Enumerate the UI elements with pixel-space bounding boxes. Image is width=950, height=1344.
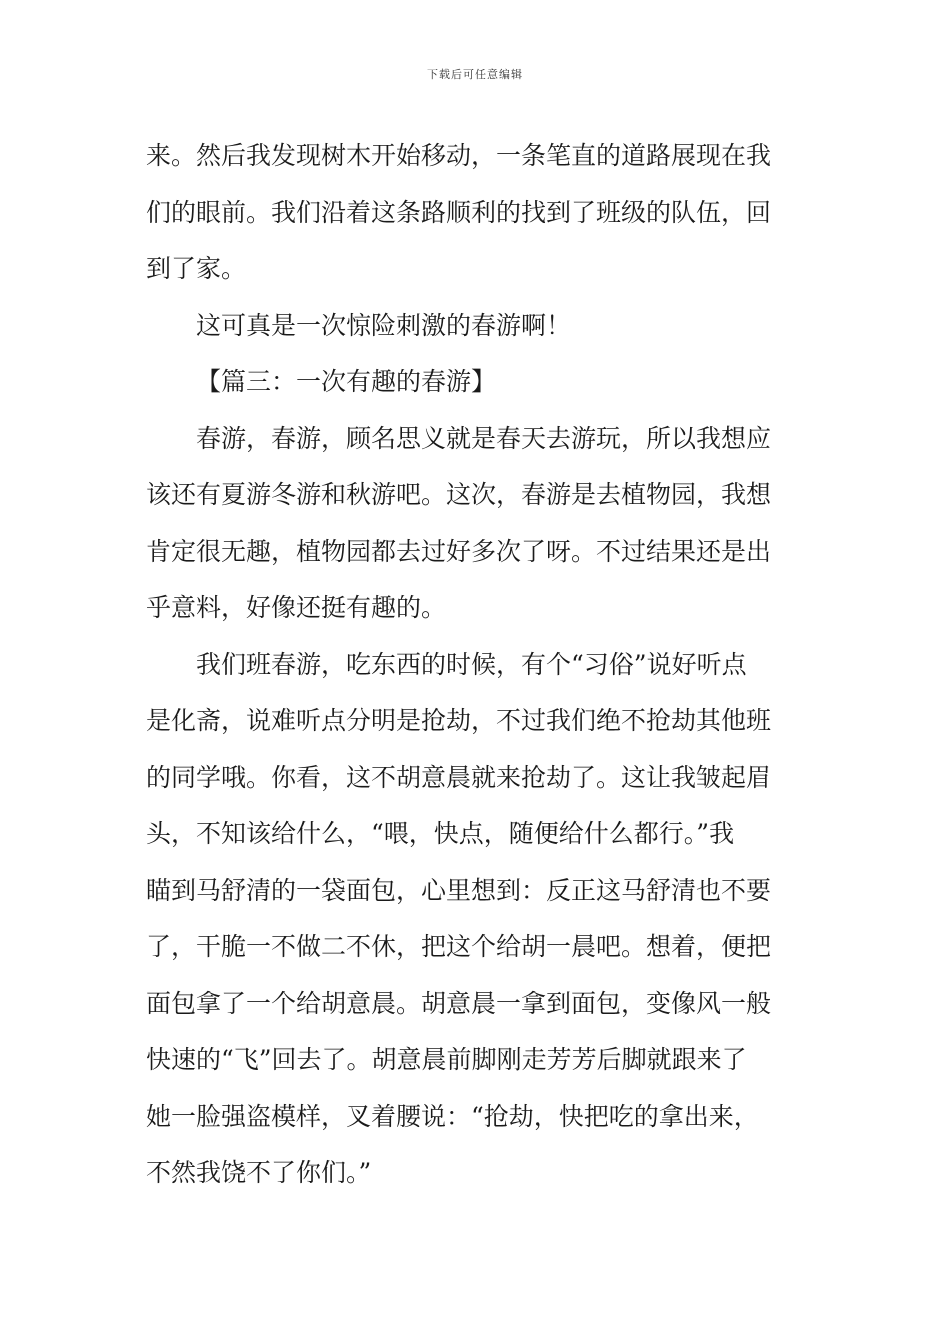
text-line: 们的眼前。我们沿着这条路顺利的找到了班级的队伍，回	[146, 197, 772, 227]
text-line: 的同学哦。你看，这不胡意晨就来抢劫了。这让我皱起眉	[146, 762, 772, 792]
section-heading: 【篇三：一次有趣的春游】	[196, 367, 497, 396]
paragraph-first-line: 春游，春游，顾名思义就是春天去游玩，所以我想应	[196, 423, 772, 453]
text-line: 是化斋，说难听点分明是抢劫，不过我们绝不抢劫其他班	[146, 706, 772, 735]
page-header: 下载后可任意编辑	[427, 68, 523, 81]
text-line: 面包拿了一个给胡意晨。胡意晨一拿到面包，变像风一般	[146, 988, 772, 1018]
text-line: 该还有夏游冬游和秋游吧。这次，春游是去植物园，我想	[146, 480, 772, 509]
text-line: 了，干脆一不做二不休，把这个给胡一晨吧。想着，便把	[146, 932, 772, 961]
text-line: 头，不知该给什么，“喂，快点，随便给什么都行。”我	[146, 819, 735, 848]
text-line: 快速的“飞”回去了。胡意晨前脚刚走芳芳后脚就跟来了	[146, 1045, 747, 1074]
text-line: 乎意料，好像还挺有趣的。	[146, 593, 447, 622]
text-line: 来。然后我发现树木开始移动，一条笔直的道路展现在我	[146, 141, 772, 170]
document-body	[146, 128, 806, 1202]
text-line: 她一脸强盗模样，叉着腰说：“抢劫，快把吃的拿出来，	[146, 1101, 759, 1131]
text-line: 肯定很无趣，植物园都去过好多次了呀。不过结果还是出	[146, 536, 772, 566]
text-line: 到了家。	[146, 254, 247, 283]
text-line: 不然我饶不了你们。”	[146, 1158, 372, 1187]
paragraph-first-line: 我们班春游，吃东西的时候，有个“习俗”说好听点	[196, 649, 747, 679]
paragraph-first-line: 这可真是一次惊险刺激的春游啊！	[196, 310, 572, 340]
text-line: 瞄到马舒清的一袋面包，心里想到：反正这马舒清也不要	[146, 875, 772, 905]
